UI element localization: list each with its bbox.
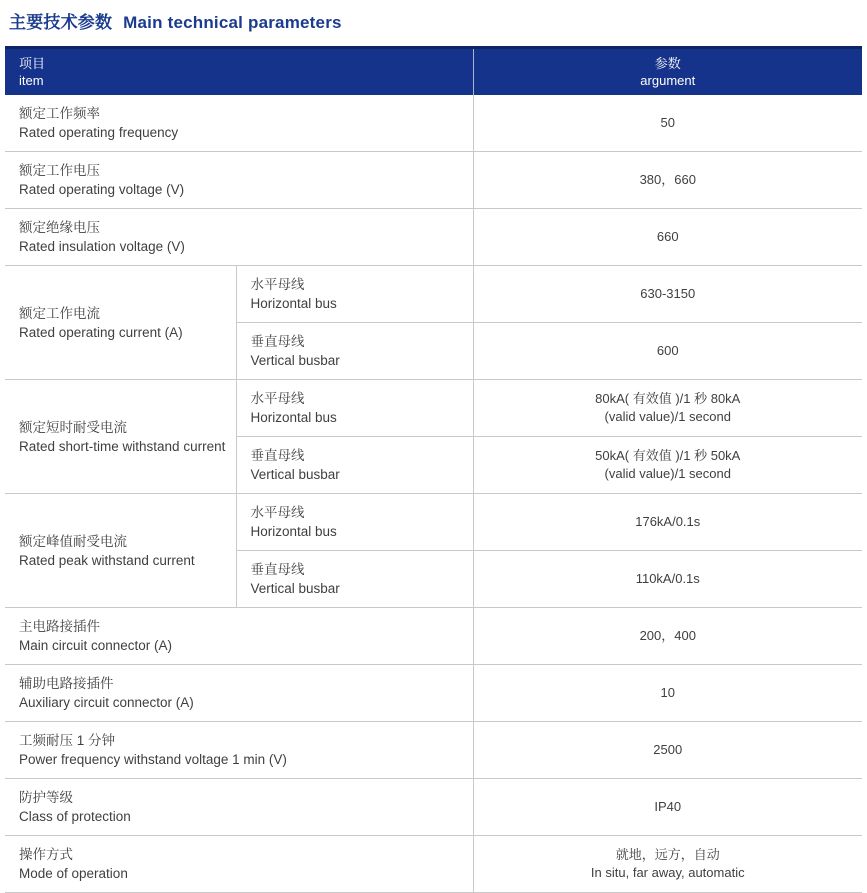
row-value (473, 551, 862, 608)
table-row (5, 722, 862, 779)
row-value (473, 323, 862, 380)
row-sublabel-en: Horizontal bus (250, 410, 337, 425)
row-sublabel-zh: 水平母线 (250, 391, 305, 406)
row-sublabel-zh: 水平母线 (250, 505, 305, 520)
row-value-line2: (valid value)/1 second (604, 466, 731, 481)
row-label-en: Auxiliary circuit connector (A) (19, 695, 194, 710)
row-label-en: Rated operating current (A) (19, 324, 183, 340)
row-value-line2: (valid value)/1 second (604, 409, 731, 424)
row-sublabel (236, 323, 473, 380)
row-value (473, 722, 862, 779)
row-value (473, 665, 862, 722)
row-value-line1: IP40 (654, 799, 682, 814)
row-label-zh: 额定工作电压 (19, 163, 100, 178)
row-label-en: Rated operating voltage (V) (19, 182, 185, 197)
row-sublabel-en: Vertical busbar (250, 353, 340, 368)
row-label (5, 722, 473, 779)
row-label-zh: 防护等级 (19, 790, 73, 805)
row-label (5, 266, 236, 380)
row-value (473, 437, 862, 494)
row-value-line1: 就地，远方，自动 (615, 847, 720, 862)
row-label (5, 209, 473, 266)
row-label (5, 608, 473, 665)
row-value-line1: 10 (660, 685, 675, 700)
row-label-zh: 额定绝缘电压 (19, 220, 100, 235)
header-argument-en: argument (640, 73, 696, 88)
header-cell-item (5, 48, 473, 96)
row-value (473, 836, 862, 893)
row-label (5, 836, 473, 893)
row-sublabel-zh: 垂直母线 (250, 562, 305, 577)
row-value (473, 95, 862, 152)
row-label-en: Rated insulation voltage (V) (19, 239, 185, 254)
row-value-line1: 200，400 (639, 628, 696, 643)
row-value-line1: 660 (656, 229, 679, 244)
row-value-line1: 176kA/0.1s (635, 514, 701, 529)
page-title-zh: 主要技术参数 (9, 13, 113, 32)
header-item-en: item (19, 73, 44, 88)
table-row-group (5, 266, 862, 323)
table-header-row (5, 48, 862, 96)
row-sublabel (236, 551, 473, 608)
row-value (473, 779, 862, 836)
table-row-group (5, 494, 862, 551)
row-value-line1: 50 (660, 115, 675, 130)
row-sublabel-zh: 水平母线 (250, 277, 305, 292)
table-row (5, 608, 862, 665)
row-label (5, 152, 473, 209)
row-value-line2: In situ, far away, automatic (590, 865, 745, 880)
page-title-en: Main technical parameters (123, 13, 342, 32)
row-label (5, 779, 473, 836)
row-label-zh: 额定工作频率 (19, 106, 100, 121)
row-sublabel (236, 437, 473, 494)
table-row (5, 209, 862, 266)
row-label (5, 494, 236, 608)
row-value (473, 608, 862, 665)
row-sublabel (236, 494, 473, 551)
row-value (473, 152, 862, 209)
row-label-zh: 辅助电路接插件 (19, 676, 114, 691)
header-cell-argument (473, 48, 862, 96)
row-label-zh: 工频耐压 1 分钟 (19, 733, 116, 748)
header-argument-zh: 参数 (654, 56, 681, 71)
row-value-line1: 80kA( 有效值 )/1 秒 80kA (595, 391, 741, 406)
row-label-zh: 操作方式 (19, 847, 73, 862)
table-row (5, 152, 862, 209)
row-label (5, 95, 473, 152)
table-row (5, 779, 862, 836)
row-label-zh: 额定短时耐受电流 (19, 419, 127, 435)
row-value (473, 494, 862, 551)
row-value-line1: 110kA/0.1s (635, 571, 700, 586)
row-value (473, 209, 862, 266)
row-label-en: Power frequency withstand voltage 1 min (V) (19, 752, 287, 767)
row-label-zh: 额定峰值耐受电流 (19, 533, 127, 549)
row-sublabel-en: Vertical busbar (250, 581, 340, 596)
table-row (5, 665, 862, 722)
row-label-en: Rated short-time withstand current (19, 438, 226, 454)
row-label (5, 380, 236, 494)
row-sublabel-en: Horizontal bus (250, 296, 337, 311)
row-sublabel-zh: 垂直母线 (250, 448, 305, 463)
row-label-en: Main circuit connector (A) (19, 638, 173, 653)
row-label-en: Rated operating frequency (19, 125, 179, 140)
row-value-line1: 600 (656, 343, 679, 358)
row-sublabel-en: Horizontal bus (250, 524, 337, 539)
row-label-en: Mode of operation (19, 866, 128, 881)
row-sublabel (236, 380, 473, 437)
row-value-line1: 2500 (653, 742, 683, 757)
row-value-line1: 50kA( 有效值 )/1 秒 50kA (595, 448, 741, 463)
row-sublabel-en: Vertical busbar (250, 467, 340, 482)
row-value (473, 266, 862, 323)
table-row (5, 836, 862, 893)
header-item-zh: 项目 (19, 56, 46, 71)
row-sublabel (236, 266, 473, 323)
table-row-group (5, 380, 862, 437)
row-sublabel-zh: 垂直母线 (250, 334, 305, 349)
row-value (473, 380, 862, 437)
page-title (9, 8, 862, 33)
row-label (5, 665, 473, 722)
row-label-en: Class of protection (19, 809, 131, 824)
row-value-line1: 630-3150 (640, 286, 696, 301)
table-row (5, 95, 862, 152)
row-label-zh: 主电路接插件 (19, 619, 100, 634)
row-label-en: Rated peak withstand current (19, 552, 195, 568)
row-value-line1: 380，660 (639, 172, 696, 187)
row-label-zh: 额定工作电流 (19, 305, 100, 321)
parameters-table (5, 46, 862, 893)
